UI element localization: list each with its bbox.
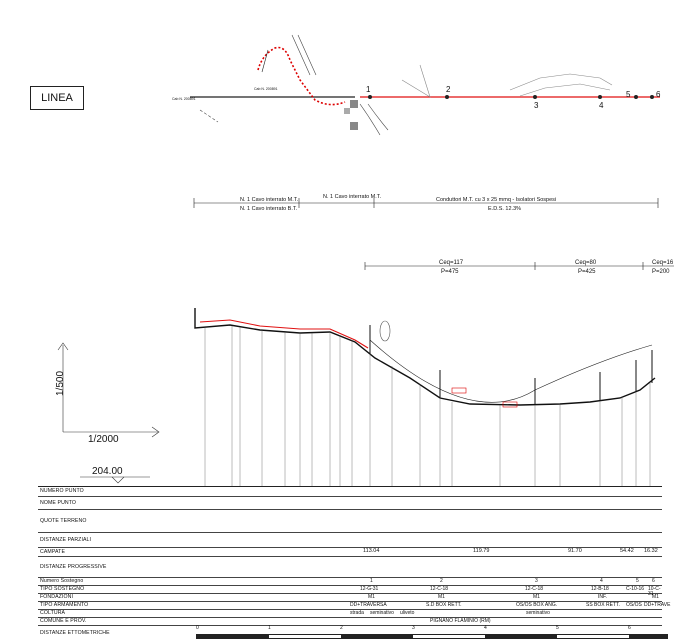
conductor-seg2: N. 1 Cavo interrato M.T. [323,194,382,200]
row-distanze-parziali: DISTANZE PARZIALI [38,533,662,548]
cab-label-left: Cab N. 200891 [172,97,196,101]
cable-profile [200,320,368,348]
campata-4: 54.42 [620,548,634,554]
profile-supports [370,325,652,405]
conductor-seg1-bottom: N. 1 Cavo interrato B.T. [240,206,298,212]
row-numero-sostegno: Numero Sostegno 1 2 3 4 5 6 [38,578,662,586]
row-comune: COMUNE E PROV. PIGNANO FLAMINIO (RM) [38,618,662,626]
span3-ceq: Ceq=16 [652,260,674,266]
profile-verticals [205,326,650,486]
row-campate: CAMPATE 113.04 119.79 91.70 54.42 16.32 [38,548,662,557]
conductor-seg1-top: N. 1 Cavo interrato M.T. [240,197,299,203]
conductor-seg3-top: Conduttori M.T. cu 3 x 25 mmq - Isolatori Sospesi [436,197,557,203]
row-tipo-sostegno: TIPO SOSTEGNO 12-G-31 12-C-18 12-C-18 12-B-18 C-10-16 10-C-31 [40,586,661,597]
conductor-seg3-bottom: E.D.S. 12.3% [488,206,522,212]
row-nome-punto: NOME PUNTO [38,497,662,510]
conductor-sag [370,340,652,402]
building-icon [350,100,358,108]
tree-icon [380,321,390,341]
campata-3: 91.70 [568,548,582,554]
campata-1: 113.04 [363,548,380,554]
reference-quote: 204.00 [92,466,123,477]
point-label-3: 3 [534,101,539,110]
horizontal-scale-label: 1/2000 [88,434,119,445]
row-numero-punto: NUMERO PUNTO [38,487,662,497]
ettometric-bar [196,634,668,639]
ground-profile [195,308,655,405]
point-label-2: 2 [446,85,451,94]
point-label-5: 5 [626,90,631,99]
row-coltura: COLTURA strada seminativo uliveto seminativo [38,610,662,618]
row-fondazioni: FONDAZIONI M1 M1 M1 INF. M1 [38,594,662,602]
campata-5: 16.32 [644,548,658,554]
profile-table [38,486,671,642]
point-label-6: 6 [656,90,661,99]
linea-label: LINEA [30,86,84,110]
row-distanze-progressive: DISTANZE PROGRESSIVE [38,557,662,578]
row-distanze-ettometriche: DISTANZE ETTOMETRICHE 0 1 2 3 4 5 6 [38,626,662,642]
span1-ceq: Ceq=117 [439,260,464,266]
campata-2: 119.79 [473,548,490,554]
span3-p: P=200 [652,269,670,275]
row-quote-terreno: QUOTE TERRENO [38,510,662,533]
vertical-scale-label: 1/500 [55,370,67,397]
row-tipo-armamento: TIPO ARMAMENTO DD+TRAVERSA S.D BOX RETT. OS/OS BOX ANG. SS BOX RETT. OS/OS DD+TRAVE [40,602,671,608]
span1-p: P=475 [441,269,459,275]
point-label-1: 1 [366,85,371,94]
point-label-4: 4 [599,101,604,110]
building-icon [350,122,358,130]
clearance-tag [452,388,466,393]
cab-label-top: Cab N. 200891 [254,87,278,91]
span2-p: P=425 [578,269,596,275]
span2-ceq: Ceq=80 [575,260,597,266]
